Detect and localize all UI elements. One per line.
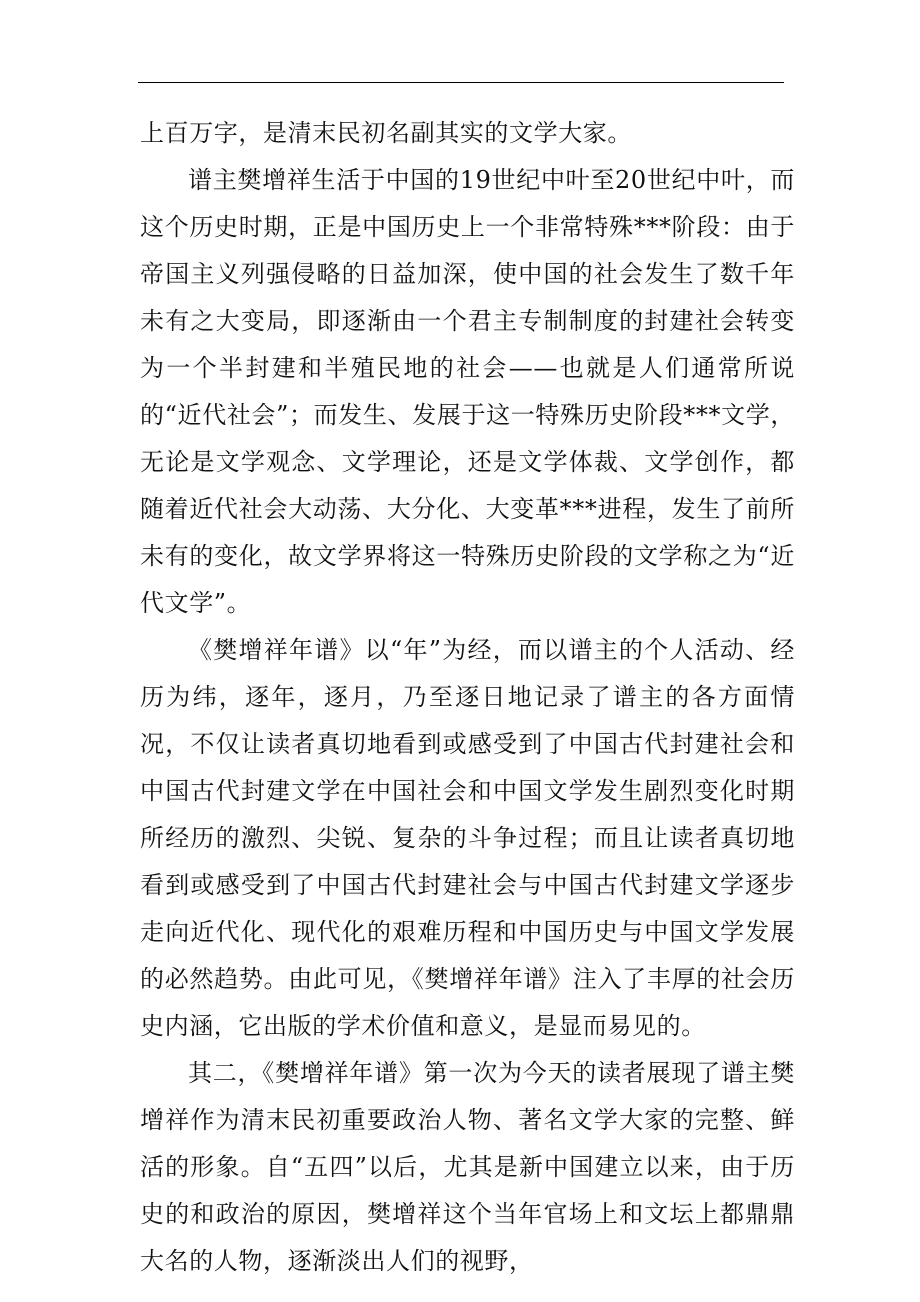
paragraph-second-point: 其二，《樊增祥年谱》第一次为今天的读者展现了谱主樊增祥作为清末民初重要政治人物、著名文学大家的完整、鲜活的形象。自“五四”以后，尤其是新中国建立以来，由于历史的和政治的原因，樊增祥这个当年官场上和文坛上都鼎鼎大名的人物，逐渐淡出人们的视野， [140,1059,795,1275]
header-rule [138,82,784,83]
paragraph-historical-period: 谱主樊增祥生活于中国的19世纪中叶至20世纪中叶，而这个历史时期，正是中国历史上一个非常特殊***阶段：由于帝国主义列强侵略的日益加深，使中国的社会发生了数千年未有之大变局，即逐渐由一个君主专制制度的封建社会转变为一个半封建和半殖民地的社会——也就是人们通常所说的“近代社会”；而发生、发展于这一特殊历史阶段***文学，无论是文学观念、文学理论，还是文学体裁、文学创作，都随着近代社会大动荡、大分化、大变革***进程，发生了前所未有的变化，故文学界将这一特殊历史阶段的文学称之为“近代文学”。 [140,166,795,617]
paragraph-continuation: 上百万字，是清末民初名副其实的文学大家。 [140,119,632,147]
paragraph-chronicle-structure: 《樊增祥年谱》以“年”为经，而以谱主的个人活动、经历为纬，逐年，逐月，乃至逐日地记录了谱主的各方面情况，不仅让读者真切地看到或感受到了中国古代封建社会和中国古代封建文学在中国社会和中国文学发生剧烈变化时期所经历的激烈、尖锐、复杂的斗争过程；而且让读者真切地看到或感受到了中国古代封建社会与中国古代封建文学逐步走向近代化、现代化的艰难历程和中国历史与中国文学发展的必然趋势。由此可见，《樊增祥年谱》注入了丰厚的社会历史内涵，它出版的学术价值和意义，是显而易见的。 [140,636,795,1040]
document-body [140,110,795,1285]
